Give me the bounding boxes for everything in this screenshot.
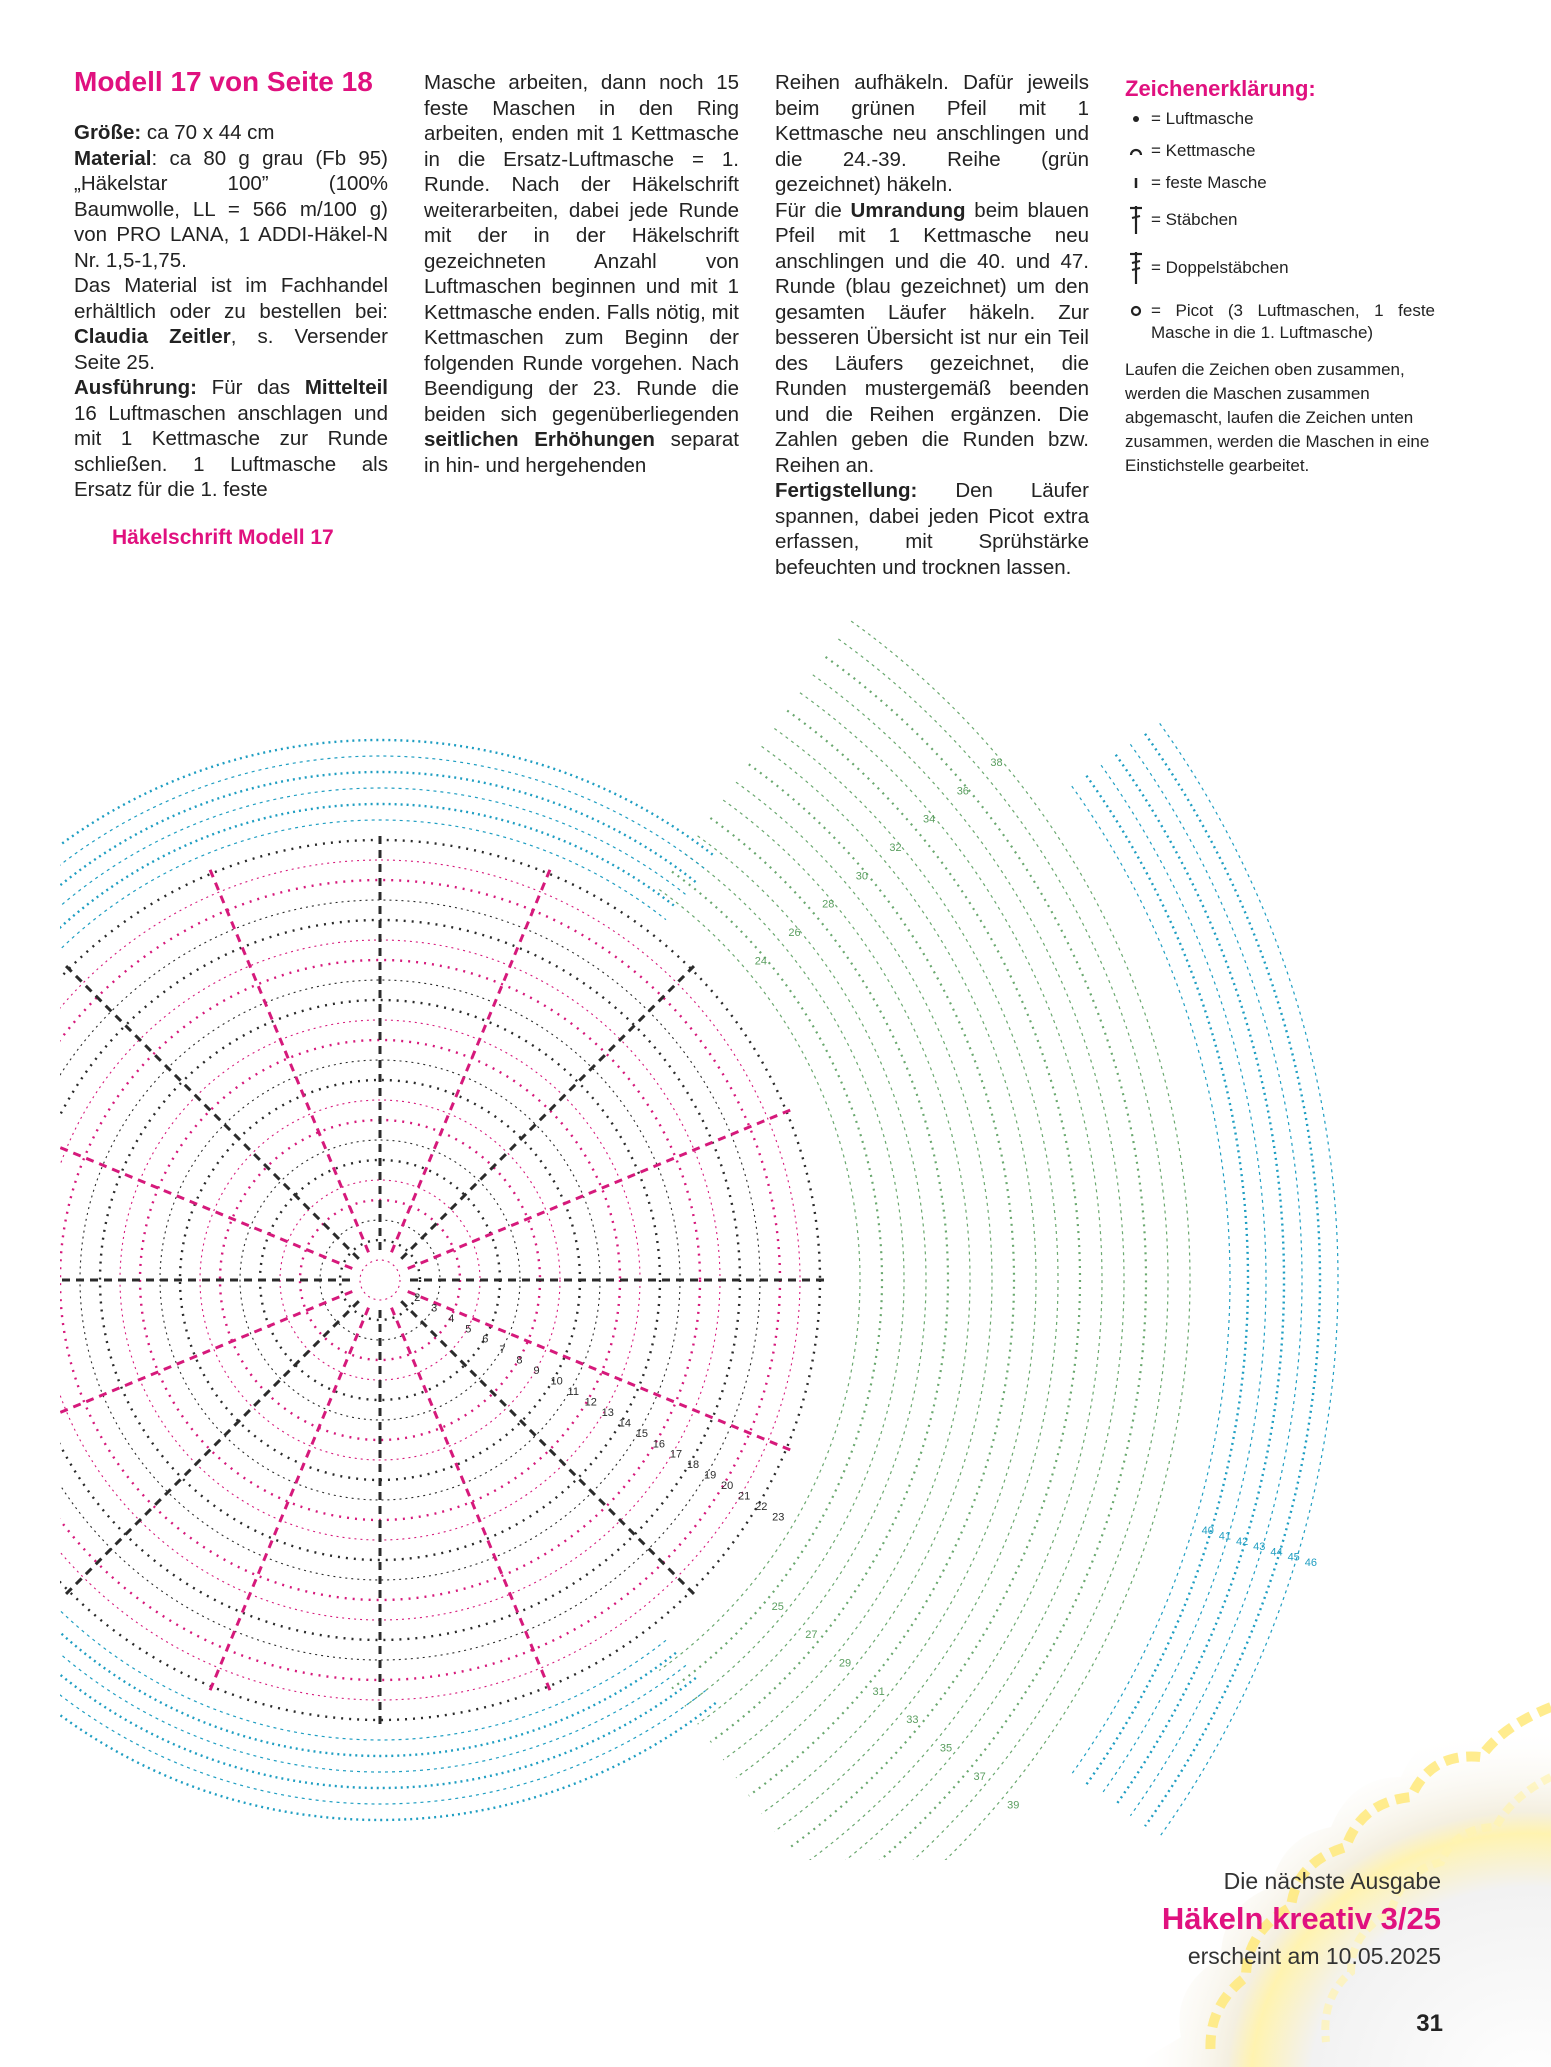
center-round bbox=[280, 1180, 480, 1380]
round-label: 16 bbox=[652, 1438, 666, 1451]
instructions-continued: Masche arbeiten, dann noch 15 feste Maschen in den Ring arbeiten, enden mit 1 Kettmasche in die Ersatz-Luftmasche = 1. Runde. Nach der Häkelschrift weiterarbeiten, dabei jede Runde mit der in der Häkelschrift gezeichneten Anzahl von Luftmaschen beginnen und mit 1 Kettmasche enden. Falls nötig, mit Kettmaschen zum Beginn der folgenden Runde vorgehen. Nach Beendigung der 23. Runde die beiden sich gegenüberliegenden seitlichen Erhöhungen separat in hin- und hergehenden bbox=[424, 71, 740, 477]
blue-border-round bbox=[60, 1504, 706, 1804]
center-round bbox=[200, 1100, 560, 1460]
round-label: 14 bbox=[618, 1417, 631, 1430]
size-paragraph: Größe: ca 70 x 44 cm bbox=[74, 121, 275, 144]
text-column-3 bbox=[775, 70, 1089, 580]
round-label: 21 bbox=[738, 1490, 751, 1503]
round-label: 3 bbox=[431, 1302, 438, 1315]
rows-paragraph: Reihen aufhäkeln. Dafür jeweils beim grünen Pfeil mit 1 Kettmasche neu anschlingen und die 24.-39. Reihe (grün gezeichnet) häkeln. bbox=[775, 71, 1089, 196]
row-label: 38 bbox=[990, 756, 1003, 769]
row-label: 24 bbox=[754, 955, 768, 968]
blue-border-round bbox=[1145, 734, 1320, 1826]
round-label: 10 bbox=[550, 1375, 563, 1388]
round-label: 6 bbox=[482, 1333, 489, 1346]
center-spoke bbox=[208, 864, 369, 1252]
row-label: 39 bbox=[1007, 1799, 1020, 1812]
finishing-paragraph: Fertigstellung: Den Läufer spannen, dabei jeden Picot extra erfassen, mit Sprühstärke befeuchten und trocknen lassen. bbox=[775, 479, 1089, 579]
blue-border-round bbox=[1101, 765, 1266, 1795]
doily-preview-image bbox=[1071, 1667, 1551, 2067]
row-label: 35 bbox=[939, 1742, 953, 1755]
picot-icon bbox=[1125, 300, 1147, 322]
blue-border-round bbox=[1130, 744, 1302, 1815]
border-round-label: 40 bbox=[1201, 1525, 1214, 1538]
blue-border-round bbox=[60, 772, 696, 1063]
release-date: erscheint am 10.05.2025 bbox=[1187, 1943, 1441, 1969]
round-label: 18 bbox=[686, 1459, 700, 1472]
legend-note: Laufen die Zeichen oben zusammen, werden die Maschen zusammen abgemascht, laufen die Zeichen unten zusammen, werden die Maschen in eine Einstichstelle gearbeitet. bbox=[1125, 360, 1430, 475]
text-column-1 bbox=[74, 66, 389, 503]
center-round bbox=[240, 1140, 523, 1420]
legend-item-single: = feste Masche bbox=[1125, 172, 1435, 194]
round-label: 2 bbox=[414, 1291, 421, 1304]
magazine-title: Häkeln kreativ 3/25 bbox=[1161, 1901, 1441, 1936]
round-label: 12 bbox=[584, 1396, 597, 1409]
center-round bbox=[140, 1040, 620, 1520]
supplier-paragraph: Das Material ist im Fachhandel erhältlich oder zu bestellen bei: Claudia Zeitler, s. Versender Seite 25. bbox=[74, 274, 389, 374]
blue-border-round bbox=[60, 1497, 696, 1788]
row-label: 34 bbox=[923, 813, 936, 826]
center-spoke bbox=[401, 962, 698, 1259]
border-round-label: 43 bbox=[1253, 1541, 1266, 1554]
green-row bbox=[698, 836, 926, 1727]
instructions-paragraph: Ausführung: Für das Mittelteil 16 Luftmaschen anschlagen und mit 1 Kettmasche zur Runde schließen. 1 Luftmasche als Ersatz für die 1. feste bbox=[74, 376, 388, 501]
model-heading: Modell 17 von Seite 18 bbox=[74, 66, 373, 97]
center-round bbox=[100, 1000, 660, 1560]
legend-item-picot: = Picot (3 Luftmaschen, 1 feste Masche in die 1. Luftmasche) bbox=[1125, 300, 1435, 344]
row-label: 36 bbox=[956, 785, 969, 798]
center-spoke bbox=[408, 1291, 796, 1452]
row-label: 37 bbox=[973, 1770, 986, 1783]
legend-item-slip: = Kettmasche bbox=[1125, 140, 1435, 162]
round-label: 11 bbox=[567, 1385, 579, 1398]
center-spoke bbox=[62, 962, 359, 1259]
blue-border-round bbox=[60, 788, 686, 1070]
blue-border-round bbox=[60, 740, 716, 1049]
row-label: 32 bbox=[889, 841, 902, 854]
round-label: 19 bbox=[703, 1469, 717, 1482]
round-label: 17 bbox=[669, 1448, 683, 1461]
blue-border-round bbox=[1086, 776, 1248, 1785]
slip-stitch-icon bbox=[1125, 146, 1147, 156]
center-spoke bbox=[62, 1301, 359, 1598]
border-round-label: 41 bbox=[1218, 1530, 1232, 1543]
center-spoke bbox=[60, 1108, 352, 1269]
blue-border-round bbox=[60, 1477, 666, 1740]
blue-border-round bbox=[60, 1511, 716, 1820]
border-round-label: 46 bbox=[1304, 1557, 1318, 1570]
round-label: 8 bbox=[516, 1354, 523, 1367]
crochet-diagram bbox=[60, 560, 1500, 1860]
border-round-label: 42 bbox=[1235, 1535, 1249, 1548]
blue-border-round bbox=[60, 804, 676, 1077]
diagram-title: Häkelschrift Modell 17 bbox=[112, 526, 334, 549]
legend-item-treble: = Doppelstäbchen bbox=[1125, 250, 1435, 286]
green-row bbox=[800, 693, 1102, 1860]
treble-crochet-icon bbox=[1125, 250, 1147, 286]
border-paragraph: Für die Umrandung beim blauen Pfeil mit 1 Kettmasche neu anschlingen und die 40. und 47. Runde (blau gezeichnet) um den gesamten Läufer häkeln. Zur besseren Übersicht ist nur ein Teil des Läufers gezeichnet, die Runden mustergemäß beenden und die Reihen ergänzen. Die Zahlen geben die Runden bzw. Reihen an. bbox=[775, 198, 1090, 477]
border-round-label: 45 bbox=[1287, 1551, 1300, 1564]
legend-column bbox=[1125, 70, 1435, 478]
border-round-label: 44 bbox=[1270, 1546, 1283, 1559]
legend-heading: Zeichenerklärung: bbox=[1125, 76, 1316, 101]
legend-item-double: = Stäbchen bbox=[1125, 204, 1435, 236]
row-label: 29 bbox=[838, 1657, 852, 1670]
round-label: 13 bbox=[601, 1406, 614, 1419]
blue-border-round bbox=[1116, 755, 1284, 1806]
row-label: 30 bbox=[855, 870, 868, 883]
round-label: 20 bbox=[721, 1480, 734, 1493]
row-label: 33 bbox=[906, 1714, 919, 1727]
single-crochet-icon bbox=[1125, 176, 1147, 190]
text-column-2 bbox=[424, 70, 739, 478]
round-label: 7 bbox=[499, 1344, 506, 1357]
round-label: 23 bbox=[772, 1511, 785, 1524]
row-label: 31 bbox=[872, 1685, 885, 1698]
row-label: 26 bbox=[788, 926, 801, 939]
round-label: 22 bbox=[755, 1500, 768, 1513]
row-label: 27 bbox=[805, 1629, 818, 1642]
round-label: 4 bbox=[448, 1312, 455, 1325]
center-spoke bbox=[60, 1291, 352, 1452]
round-label: 15 bbox=[635, 1427, 649, 1440]
center-round bbox=[360, 1260, 400, 1300]
page-number: 31 bbox=[1416, 2010, 1443, 2037]
blue-border-round bbox=[60, 1490, 686, 1772]
double-crochet-icon bbox=[1125, 204, 1147, 236]
material-paragraph: Material: ca 80 g grau (Fb 95) „Häkelstar 100” (100% Baumwolle, LL = 566 m/100 g) von PRO LANA, 1 ADDI-Häkel-N Nr. 1,5-1,75. bbox=[74, 146, 388, 272]
row-label: 28 bbox=[822, 898, 835, 911]
chain-stitch-icon bbox=[1125, 114, 1147, 124]
blue-border-round bbox=[60, 756, 706, 1056]
round-label: 5 bbox=[465, 1323, 472, 1336]
row-label: 25 bbox=[771, 1600, 784, 1613]
blue-border-round bbox=[1072, 786, 1230, 1774]
next-issue-label: Die nächste Ausgabe bbox=[1223, 1868, 1441, 1894]
legend-item-chain: = Luftmasche bbox=[1125, 108, 1435, 130]
round-label: 9 bbox=[533, 1365, 540, 1378]
next-issue-box bbox=[1162, 1868, 1441, 1970]
